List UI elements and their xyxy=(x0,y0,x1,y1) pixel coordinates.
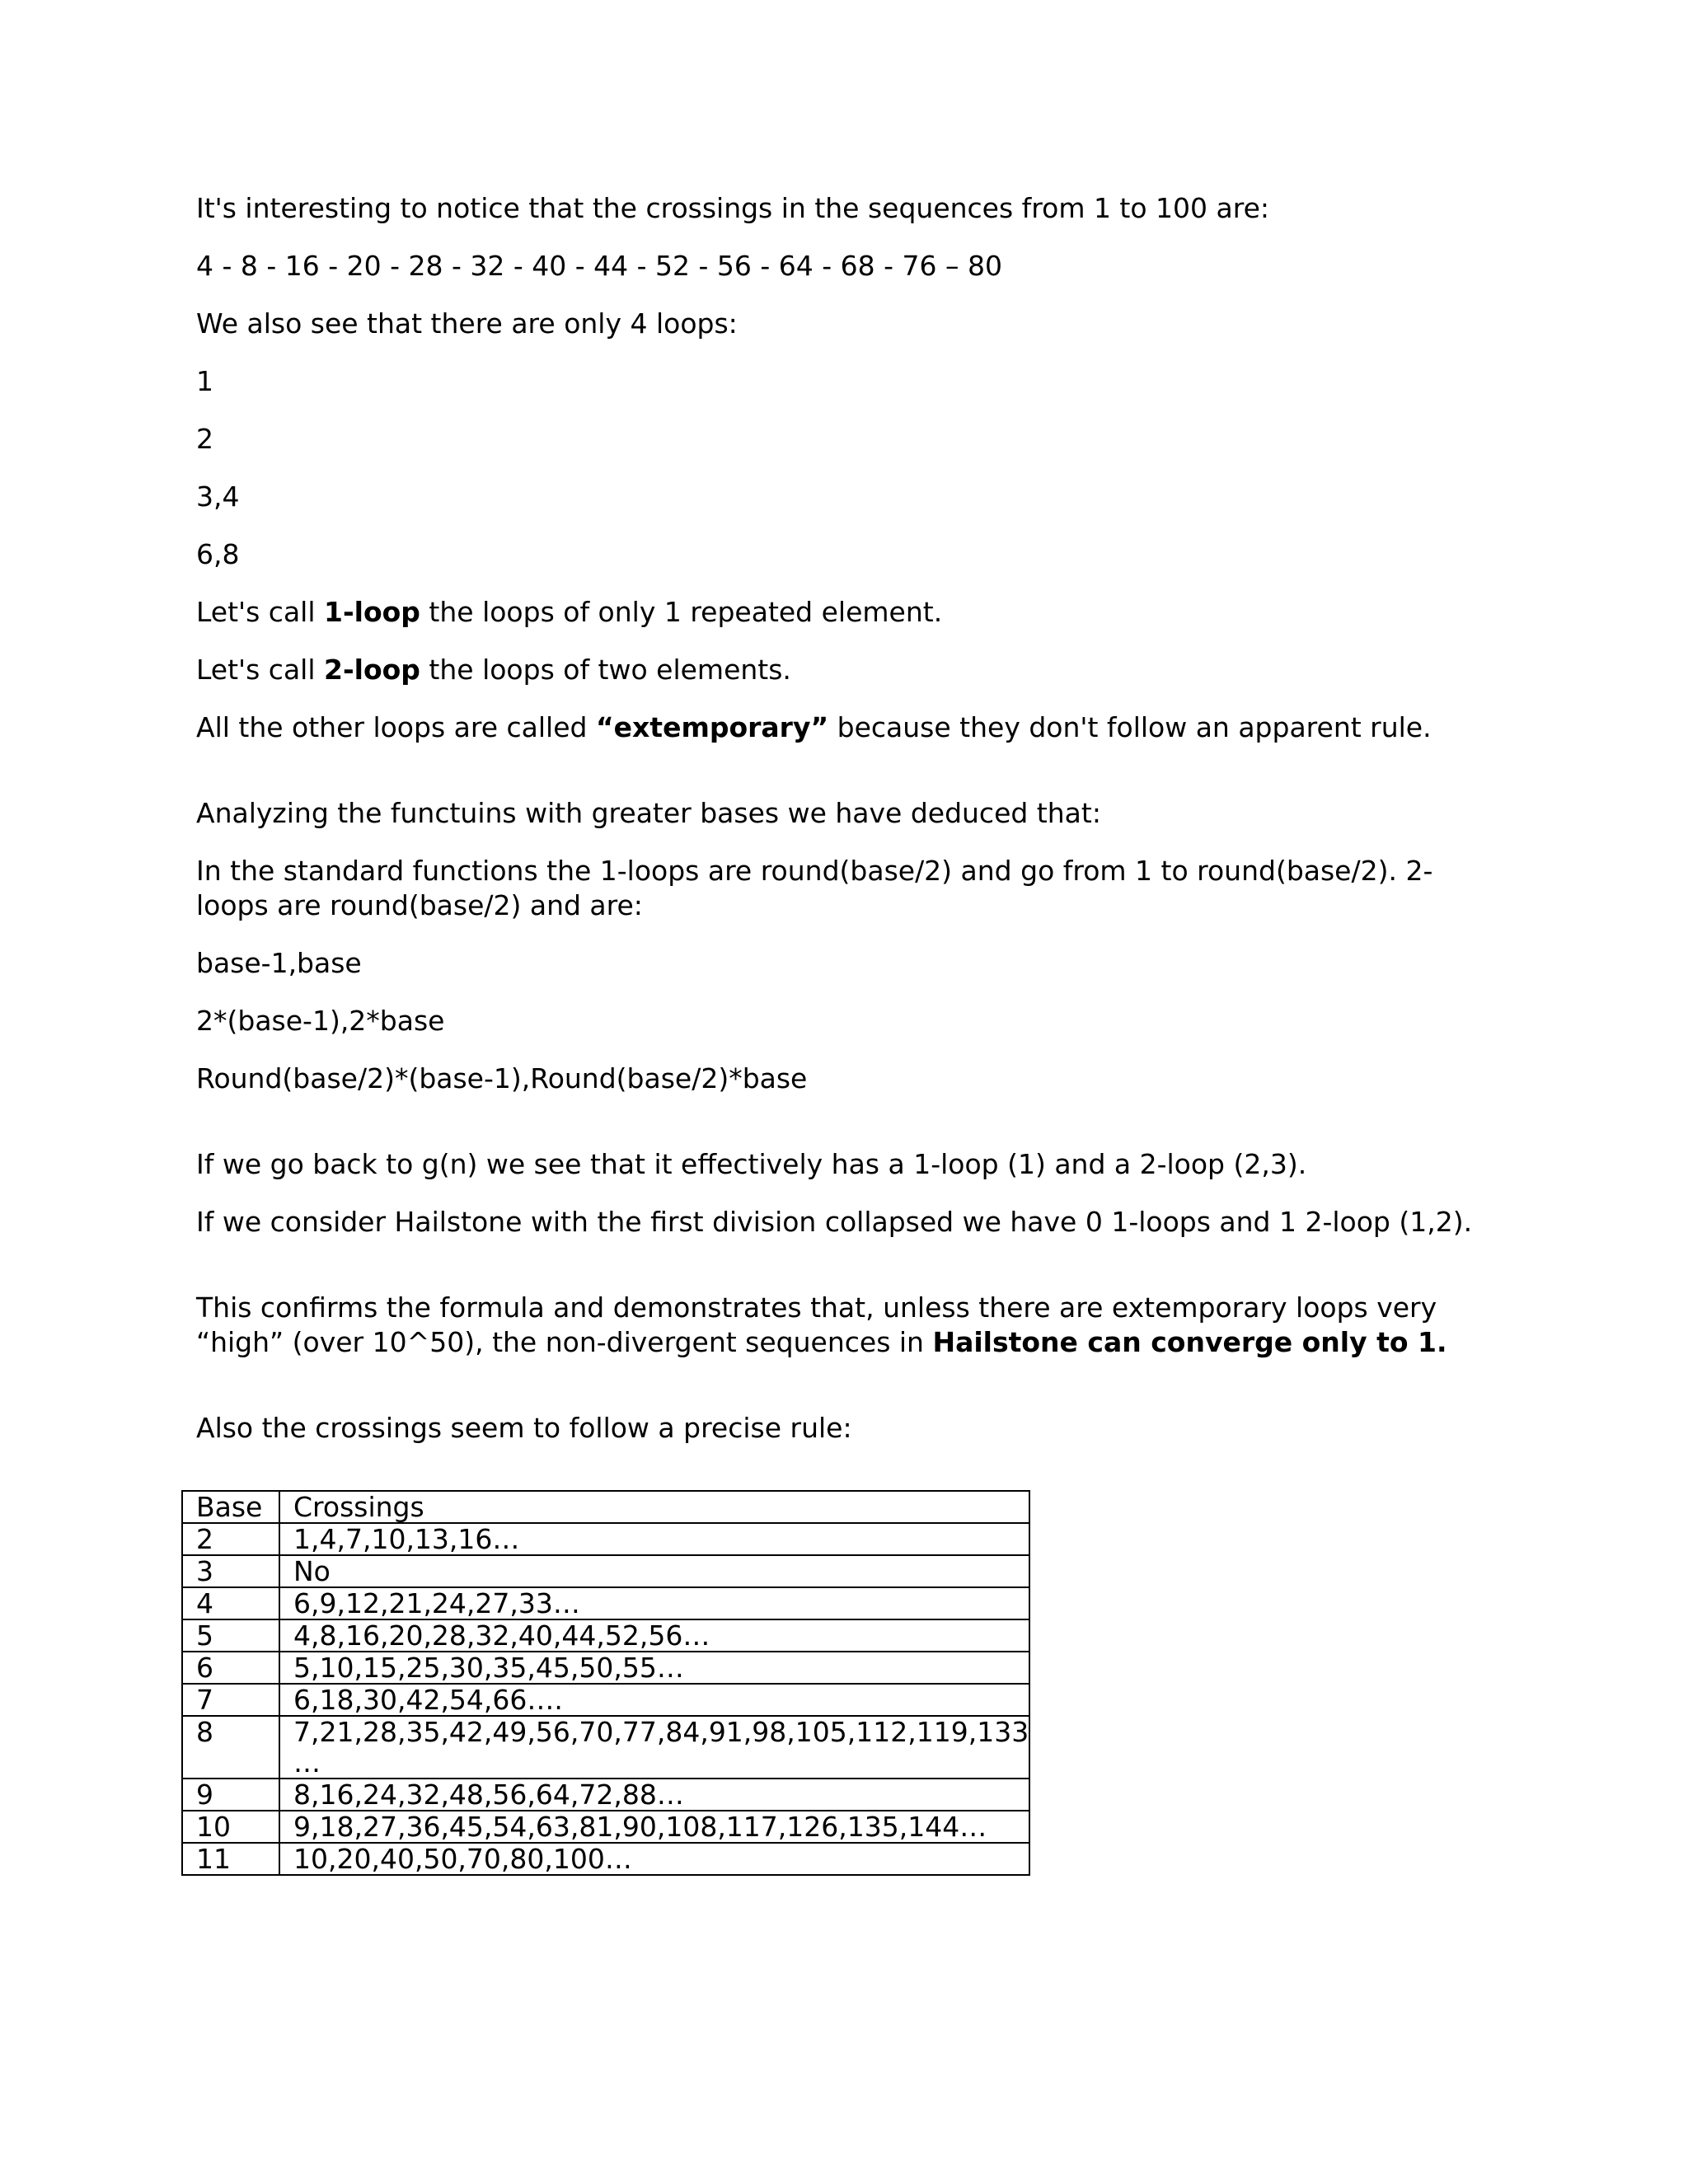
header-base: Base xyxy=(182,1491,279,1523)
text: because they don't follow an apparent rule. xyxy=(828,711,1432,743)
paragraph-standard-functions: In the standard functions the 1-loops are round(base/2) and go from 1 to round(base/2). 2-loops are round(base/2) and are: xyxy=(196,855,1433,921)
cell-base: 11 xyxy=(182,1843,279,1875)
loop-item: 3,4 xyxy=(196,480,240,513)
cell-base: 10 xyxy=(182,1811,279,1843)
paragraph-extemporary-definition xyxy=(196,710,1498,745)
cell-base: 9 xyxy=(182,1779,279,1811)
paragraph-loops-intro: We also see that there are only 4 loops: xyxy=(196,307,738,340)
paragraph-greater-bases: Analyzing the functuins with greater bases we have deduced that: xyxy=(196,797,1101,829)
table-header-row xyxy=(182,1491,1029,1523)
paragraph-1-loop-definition xyxy=(196,595,1498,630)
table-row xyxy=(182,1555,1029,1587)
cell-crossings: 6,18,30,42,54,66…. xyxy=(279,1684,1029,1716)
term-2-loop: 2-loop xyxy=(324,654,420,686)
table-row xyxy=(182,1587,1029,1619)
table-row xyxy=(182,1619,1029,1652)
document-body xyxy=(196,191,1498,1469)
loop-item: 6,8 xyxy=(196,538,240,570)
term-extemporary: “extemporary” xyxy=(595,711,829,743)
loop-item: 1 xyxy=(196,365,213,397)
text: the loops of only 1 repeated element. xyxy=(420,596,943,628)
cell-crossings: 4,8,16,20,28,32,40,44,52,56… xyxy=(279,1619,1029,1652)
cell-crossings: 10,20,40,50,70,80,100… xyxy=(279,1843,1029,1875)
text: Let's call xyxy=(196,596,324,628)
text: Let's call xyxy=(196,654,324,686)
paragraph-conclusion xyxy=(196,1291,1498,1360)
header-crossings: Crossings xyxy=(279,1491,1029,1523)
paragraph-2-loop-definition xyxy=(196,653,1498,687)
table-row xyxy=(182,1716,1029,1779)
paragraph-g-of-n: If we go back to g(n) we see that it effectively has a 1-loop (1) and a 2-loop (2,3). xyxy=(196,1148,1307,1180)
formula-line: 2*(base-1),2*base xyxy=(196,1005,445,1037)
conclusion-emphasis: Hailstone can converge only to 1. xyxy=(932,1326,1447,1358)
table-row xyxy=(182,1811,1029,1843)
loop-item: 2 xyxy=(196,423,213,455)
cell-base: 4 xyxy=(182,1587,279,1619)
text: This confirms the formula and demonstrates that, unless there are extemporary loops very “high” (over 10^50), the non-divergent sequences in xyxy=(196,1291,1446,1358)
cell-base: 3 xyxy=(182,1555,279,1587)
formula-line: Round(base/2)*(base-1),Round(base/2)*base xyxy=(196,1062,808,1094)
paragraph-hailstone-collapsed: If we consider Hailstone with the first division collapsed we have 0 1-loops and 1 2-loop (1,2). xyxy=(196,1206,1473,1238)
paragraph-crossings-intro: It's interesting to notice that the crossings in the sequences from 1 to 100 are: xyxy=(196,192,1270,224)
cell-base: 7 xyxy=(182,1684,279,1716)
cell-base: 8 xyxy=(182,1716,279,1779)
cell-crossings: 8,16,24,32,48,56,64,72,88… xyxy=(279,1779,1029,1811)
cell-crossings: 6,9,12,21,24,27,33… xyxy=(279,1587,1029,1619)
table-row xyxy=(182,1523,1029,1555)
paragraph-crossings-rule: Also the crossings seem to follow a precise rule: xyxy=(196,1412,852,1444)
cell-crossings: 7,21,28,35,42,49,56,70,77,84,91,98,105,112,119,133 … xyxy=(279,1716,1029,1779)
formula-line: base-1,base xyxy=(196,947,362,979)
text: the loops of two elements. xyxy=(420,654,791,686)
crossings-table xyxy=(181,1490,1030,1876)
cell-base: 5 xyxy=(182,1619,279,1652)
table-row xyxy=(182,1843,1029,1875)
table-row xyxy=(182,1684,1029,1716)
cell-crossings: 1,4,7,10,13,16… xyxy=(279,1523,1029,1555)
cell-crossings: 5,10,15,25,30,35,45,50,55… xyxy=(279,1652,1029,1684)
cell-crossings: 9,18,27,36,45,54,63,81,90,108,117,126,135,144… xyxy=(279,1811,1029,1843)
cell-base: 2 xyxy=(182,1523,279,1555)
crossings-table-container xyxy=(181,1490,1030,1876)
table-row xyxy=(182,1779,1029,1811)
text: All the other loops are called xyxy=(196,711,596,743)
table-row xyxy=(182,1652,1029,1684)
cell-base: 6 xyxy=(182,1652,279,1684)
paragraph-crossings-list: 4 - 8 - 16 - 20 - 28 - 32 - 40 - 44 - 52 - 56 - 64 - 68 - 76 – 80 xyxy=(196,250,1003,282)
term-1-loop: 1-loop xyxy=(324,596,420,628)
cell-crossings: No xyxy=(279,1555,1029,1587)
